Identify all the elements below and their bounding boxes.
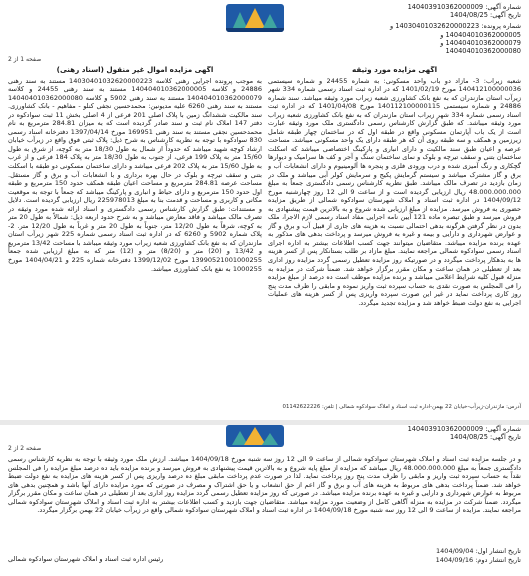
notice-number: شماره آگهی: 140403910362000009 — [407, 3, 521, 11]
auction-body-left: به موجب پرونده اجرایی رهنی کلاسه 14030401032620000223 مستند به سند رهنی 24886 و کلاسه 140404010362000005 مستند به سند رهنی 24455 و کلاسه 140404010362000079 مستند به سند رهنی 5902 و کلاسه 140404010362000080 مستند به سند رهنی 6260 علیه مدیونین: محمدحسین نجفی کنلو - مفاهیم - بانک کشاورزی. سند مالکیت ششدانگ زمین با پلاک اصلی 201 فرعی از 4 اصلی بخش 11 ثبت سوادکوه در دفتر 147 املاک نام ثبت و سند صادر گردیده است که به میزان 284.81 مترمربع به نام محمدحسین نجفی مستند به سند رهنی 169951 مورخ 1397/04/14 دفترخانه اسناد رسمی 830 سوادکوه با توجه به نظریه کارشناس به شرح ذیل: پلاک ثبتی فوق واقع در زیرآب خیابان ارشاد کوچه شهید میباشد که حدوداً از شمال به طول 18/30 متر به کوچه، از شرق به طول 15/60 متر به پلاک 199 فرعی، از جنوب به طول 18/30 متر به پلاک 184 فرعی و از غرب به طول 15/60 متر به پلاک 202 فرعی میباشد و دارای ساختمان مسکونی دو طبقه با اسکلت بتنی و سقف تیرچه و بلوک در حال بهره برداری و با انشعابات آب و برق و گاز مستقل. مساحت عرصه 284.81 مترمربع و مساحت اعیان طبقه همکف حدود 150 مترمربع و طبقه اول حدود 150 مترمربع و دارای حیاط و انباری و پارکینگ میباشد که جمعاً با توجه به موقعیت مکانی و کاربری و مساحت و قدمت بنا به مبلغ 225978013 ریال ارزیابی گردیده است. دلایل و مستندات: طبق گزارش کارشناس رسمی دادگستری و اسناد ارائه شده مورد وثیقه در تصرف مالک میباشد و فاقد معارض میباشد و به شرح حدود اربعه ذیل: شمالاً به طول 20 متر به کوچه، شرقاً به طول 12/20 متر، جنوباً به طول 20 متر و غرباً به طول 12/20 متر. 2- پلاک شماره 5902 و 6260 که در اداره ثبت اسناد رسمی شماره 225 شهر زیرآب استان مازندران که به نفع بانک کشاورزی شعبه زیراب مورد وثیقه میباشد با مساحت 13/42 مترمربع و 13/42 و (20) متر و (8/20) متر و (12) متر که به مبلغ ارزیابی شده جمعاً 13990521001000255 مورخ 1399/12/02 دفترخانه شماره 225 و 1404/04/21 مورخ 1000255 به نفع بانک کشاورزی میباشد. — [8, 76, 262, 273]
publish-date-1: 1404/09/04 — [436, 547, 474, 555]
file-number-1: شماره پرونده: 14030401032620000223 و — [390, 22, 521, 31]
auction-notice-continued — [8, 455, 521, 547]
notice-number-2: شماره آگهی: 140403910362000009 — [407, 425, 521, 433]
auction-body-right: شعبه زیراب: 3- مازاد دو باب واحد مسکونی: به شماره 24455 و شماره سیستمی 140412100000036 مورخ 1401/02/19 که در اداره ثبت اسناد رسمی شماره 334 شهر زیرآب استان مازندران که به نفع بانک کشاورزی شعبه زیراب مورد وثیقه میباشد. سند شماره 24886 و شماره سیستمی 140112100000115 مورخ 1401/04/08 که در اداره ثبت اسناد رسمی شماره 334 شهر زیراب استان مازندران که به نفع بانک کشاورزی شعبه زیراب مورد وثیقه میباشد. که طبق گزارش کارشناس رسمی دادگستری ملک مورد وثیقه عبارت است از یک باب آپارتمان مسکونی واقع در طبقه اول که در ساختمان چهار طبقه شامل زیرزمین و همکف و سه طبقه روی آن که هر طبقه دارای یک واحد مسکونی میباشد. مساحت عرصه و اعیان طبق سند مالکیت و دارای انباری و پارکینگ اختصاصی میباشد که اسکلت ساختمان بتنی و سقف تیرچه و بلوک و نمای ساختمان سنگ و آجر و کف ها سرامیک و دیوارها گچکاری و رنگ آمیزی شده و درب ورودی فلزی و پنجره ها آلومینیوم و دارای انشعابات آب و برق و گاز مشترک میباشد و سیستم گرمایش پکیج و سرمایش کولر آبی میباشد و ملک در زمان بازدید در تصرف مالک میباشد. طبق نظریه کارشناس رسمی دادگستری جمعاً به مبلغ 48.000.000.000 ریال ارزیابی گردیده است و از ساعت 9 الی 12 روز چهارشنبه مورخ 1404/09/12 در اداره ثبت اسناد و املاک شهرستان سوادکوه شمالی از طریق مزایده حضوری به فروش میرسد. مزایده از مبلغ ارزیابی شده شروع و به بالاترین قیمت پیشنهادی به فروش میرسد و طبق تبصره ماده 121 آیین نامه اجرایی مفاد اسناد رسمی لازم الاجرا، ملک بدون در نظر گرفتن هرگونه بدهی احتمالی نسبت به هزینه های جاری از قبیل آب و برق و گاز و عوارض شهرداری و دارایی و بیمه و غیره به فروش میرسد و پرداخت بدهی های مذکور به عهده برنده مزایده میباشد. متقاضیان میتوانند جهت کسب اطلاعات بیشتر به اداره اجرای اسناد رسمی سوادکوه شمالی مراجعه نمایند. مبلغ مازاد بر طلب بستانکار پس از کسر هزینه ها به بدهکار پرداخت میگردد و در صورتیکه روز مزایده تعطیل رسمی گردد مزایده روز اداری بعد از تعطیلی در همان ساعت و مکان مقرر برگزار خواهد شد. ضمناً شرکت در مزایده به منزله قبول کلیه شرایط اعلامی میباشد و برنده مزایده موظف است ده درصد از مبلغ مزایده را فی المجلس به صورت نقدی به حساب سپرده ثبت واریز نموده و مابقی را ظرف مدت پنج روز کاری پرداخت نماید در غیر این صورت سپرده واریزی پس از کسر هزینه های عملیات اجرایی به نفع دولت ضبط خواهد شد و مزایده تجدید میگردد. — [268, 76, 521, 307]
auction-notice-left-column — [8, 66, 262, 399]
publish-date-2: 1404/09/16 — [435, 555, 474, 564]
file-number-2: 140404010362000005 و — [440, 30, 521, 39]
registry-office-signature: رئیس اداره ثبت اسناد و املاک شهرستان سوادکوه شمالی — [8, 555, 164, 563]
sheet1-footer: آدرس: مازندران-زیرآب-خیابان 22 بهمن-اداره ثبت اسناد و املاک سوادکوه شمالی | تلفن: 01142622226 — [282, 404, 521, 410]
publication-dates — [436, 547, 521, 564]
auction-body-continued: و در جلسه مزایده ثبت اسناد و املاک شهرستان سوادکوه شمالی از ساعت 9 الی 12 روز سه شنبه مورخ 1404/09/18 میباشد. ارزش ملک مورد وثیقه با توجه به نظریه کارشناس رسمی دادگستری جمعاً به مبلغ 48.000.000.000 ریال میباشد که مزایده از مبلغ پایه شروع و به بالاترین قیمت پیشنهادی به فروش میرسد و برنده مزایده باید ده درصد مبلغ مزایده را فی المجلس نقداً به حساب سپرده ثبت واریز و مابقی را ظرف مدت پنج روز پرداخت نماید. لذا در صورت عدم پرداخت مابقی مبلغ ده درصد واریزی پس از کسر هزینه های مزایده به نفع دولت ضبط خواهد شد. ضمناً پرداخت بدهی های مربوط به هزینه های آب و برق و گاز اعم از حق انشعاب و یا حق اشتراک و مصرف در صورتی که مورد مزایده دارای آنها باشد و همچنین بدهی های مربوط به عوارض شهرداری و دارایی و غیره به عهده برنده مزایده میباشد. در صورتی که روز مزایده تعطیل رسمی گردد مزایده روز اداری بعد از تعطیلی در همان ساعت و مکان مقرر برگزار میگردد. ضمناً شرکت در مزایده به منزله آگاهی کامل از وضعیت مورد مزایده میباشد. متقاضیان جهت بازدید و کسب اطلاعات بیشتر به اداره ثبت اسناد و املاک شهرستان سوادکوه شمالی مراجعه نمایند. مزایده از ساعت 9 الی 12 روز سه شنبه مورخ 1404/09/18 در اداره ثبت اسناد و املاک شهرستان سوادکوه شمالی واقع در زیرآب خیابان 22 بهمن برگزار میگردد. — [8, 455, 521, 515]
page-label: صفحه 1 از 2 — [8, 56, 42, 63]
publish-label-1: تاریخ انتشار اول: — [475, 547, 521, 555]
auction-title-left: آگهی مزایده اموال غیر منقول (اسناد رهنی) — [56, 66, 214, 74]
file-number-3: 140404010362000079 و — [440, 38, 521, 47]
registry-logo-icon — [226, 4, 284, 32]
registry-logo-icon-2 — [226, 425, 284, 447]
page-label-2: صفحه 2 از 2 — [8, 445, 42, 452]
notice-date-2: تاریخ آگهی: 1404/08/25 — [449, 433, 521, 442]
auction-title-right: آگهی مزایده مورد وثیقه — [351, 66, 438, 74]
notice-sheet-2 — [0, 425, 529, 576]
publish-label-2: تاریخ انتشار دوم: — [475, 555, 521, 564]
auction-notice-right-column — [268, 66, 521, 399]
sheet2-header — [408, 425, 521, 441]
sheet1-header — [390, 3, 521, 55]
file-number-4: 140404010362000080 — [445, 47, 521, 56]
notice-date: تاریخ آگهی: 1404/08/25 — [449, 11, 521, 20]
